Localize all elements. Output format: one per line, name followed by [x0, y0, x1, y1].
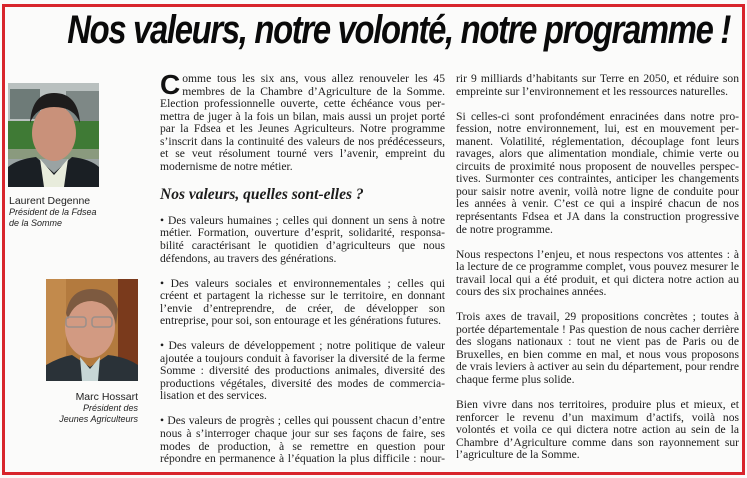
- person-role: Président des: [82, 403, 138, 413]
- person-role: Président de la Fdsea: [9, 207, 97, 217]
- bullet-item: • Des valeurs humaines ; celles qui donnent un sens à notre métier. Formation, ouverture d’esprit, solidarité, responsabilité caractérisant le quotidien d’agriculteurs que nous défendons, au travers des générations.: [160, 215, 445, 265]
- headline: Nos valeurs, notre volonté, notre programme !: [67, 8, 730, 52]
- body-paragraph: Nous respectons l’enjeu, et nous respectons vos attentes : à la lecture de ce programme complet, vous pouvez mesurer le travail local qui a été produit, et qui dictera notre action au cours des six prochaines années.: [456, 247, 739, 299]
- caption-laurent-degenne: [9, 196, 97, 229]
- bullet-item: • Des valeurs de progrès ; celles qui poussent chacun d’entre nous à s’interroger chaque jour sur ses façons de faire, ses modes de production, à se remettre en question pour répondre en permanence à l’équation la plus difficile : nour-: [160, 415, 445, 465]
- drop-cap: C: [160, 69, 181, 100]
- bullet-item: • Des valeurs sociales et environnementales ; celles qui créent et partagent la richesse sur le territoire, en donnant l’envie d’entreprendre, de créer, de développer son entreprise, pour soi, son entourage et les générations futures.: [160, 278, 445, 328]
- person-name: Laurent Degenne: [9, 195, 91, 207]
- caption-marc-hossart: [40, 392, 138, 425]
- person-role: Jeunes Agriculteurs: [59, 414, 138, 424]
- portrait-marc-hossart: [46, 279, 138, 381]
- person-role: de la Somme: [9, 218, 63, 228]
- body-paragraph: Trois axes de travail, 29 propositions concrètes ; toutes à portée départementale ! Pas question de nous cacher derrière des slogans nationaux : tout ne vient pas de Paris ou de Bruxelles, en bien comme en mal, et nous vous proposons de vrais leviers à activer au sein du département, pour rendre chaque ferme plus solide.: [456, 310, 739, 386]
- portrait-laurent-degenne: [8, 83, 99, 187]
- intro-text: omme tous les six ans, vous allez renouveler les 45 membres de la Chambre d’Agriculture de la Somme. Election professionnelle ouverte, cette échéance vous permettra de juger à la fois un bilan, mais aussi un projet porté par la Fdsea et les Jeunes Agriculteurs. Notre programme s’inscrit dans la continuité des valeurs de nos prédécesseurs, et se veut résolument tourné vers l’avenir, empreint du modernisme de notre métier.: [160, 72, 445, 173]
- article-column-2: [456, 73, 739, 474]
- body-paragraph: Bien vivre dans nos territoires, produire plus et mieux, et renforcer le revenu d’un maximum d’actifs, voilà nos volontés et voila ce qui dictera notre action au sein de la Chambre d’Agriculture comme dans son rayonnement sur l’agriculture de la Somme.: [456, 398, 739, 462]
- article-column-1: [160, 69, 446, 478]
- body-paragraph: Si celles-ci sont profondément enracinées dans notre profession, notre environnement, lui, est en mouvement permanent. Volatilité, réglementation, découplage font leurs ravages, alors que alimentation mondiale, chimie verte ou circuits de proximité nous proposent de nouvelles perspectives. Surmonter ces contraintes, anticiper les changements pour saisir notre avenir, voilà notre ligne de conduite pour les années à venir. C’est ce qui a inspiré chacun de nos représentants Fdsea et JA dans la construction progressive de notre programme.: [456, 109, 739, 236]
- section-subheading: Nos valeurs, quelles sont-elles ?: [160, 185, 364, 203]
- bullet-item-continued: rir 9 milliards d’habitants sur Terre en 2050, et réduire son empreinte sur l’environnement et les ressources naturelles.: [456, 72, 739, 98]
- bullet-item: • Des valeurs de développement ; notre politique de valeur ajoutée a toujours conduit à favoriser la diversité de la ferme Somme : diversité des productions animales, diversité des productions végétales, diversité des modes de commercialisation et des services.: [160, 340, 445, 403]
- person-name: Marc Hossart: [75, 391, 138, 403]
- intro-paragraph: [160, 69, 445, 173]
